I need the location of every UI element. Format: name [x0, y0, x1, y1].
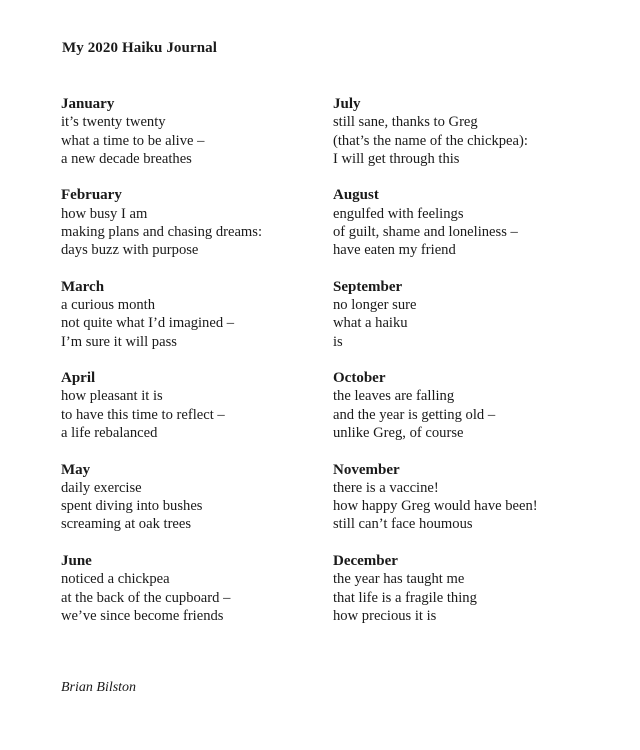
- month-heading: November: [333, 461, 400, 478]
- haiku-line: what a haiku: [333, 315, 408, 332]
- haiku-line: how busy I am: [61, 205, 148, 222]
- haiku-line: the leaves are falling: [333, 388, 455, 405]
- haiku-november: [333, 461, 538, 552]
- haiku-june: [61, 552, 262, 643]
- month-heading: July: [333, 96, 361, 112]
- haiku-line: spent diving into bushes: [61, 498, 203, 515]
- haiku-line: still can’t face houmous: [333, 516, 473, 533]
- haiku-line: the year has taught me: [333, 571, 465, 588]
- haiku-october: [333, 369, 538, 460]
- haiku-line: a new decade breathes: [61, 150, 192, 167]
- haiku-line: we’ve since become friends: [61, 607, 224, 624]
- month-heading: February: [61, 187, 122, 204]
- haiku-line: not quite what I’d imagined –: [61, 315, 235, 332]
- haiku-line: there is a vaccine!: [333, 479, 439, 496]
- haiku-line: is: [333, 333, 343, 350]
- haiku-line: that life is a fragile thing: [333, 589, 477, 606]
- haiku-line: I’m sure it will pass: [61, 333, 177, 350]
- haiku-line: a life rebalanced: [61, 425, 158, 442]
- month-heading: June: [61, 552, 92, 569]
- haiku-line: (that’s the name of the chickpea):: [333, 132, 528, 149]
- haiku-line: it’s twenty twenty: [61, 114, 166, 131]
- haiku-line: and the year is getting old –: [333, 406, 496, 423]
- haiku-line: screaming at oak trees: [61, 516, 192, 533]
- month-heading: May: [61, 461, 91, 478]
- month-heading: March: [61, 278, 105, 295]
- haiku-august: [333, 186, 538, 277]
- haiku-line: a curious month: [61, 297, 156, 314]
- haiku-line: to have this time to reflect –: [61, 406, 225, 423]
- haiku-line: of guilt, shame and loneliness –: [333, 223, 518, 240]
- right-column: [333, 95, 538, 643]
- haiku-line: daily exercise: [61, 479, 142, 496]
- haiku-december: [333, 552, 538, 643]
- haiku-line: still sane, thanks to Greg: [333, 114, 478, 131]
- month-heading: January: [61, 96, 115, 112]
- haiku-line: no longer sure: [333, 297, 417, 314]
- haiku-line: unlike Greg, of course: [333, 425, 464, 442]
- page-title: My 2020 Haiku Journal: [62, 40, 218, 56]
- haiku-may: [61, 461, 262, 552]
- haiku-september: [333, 278, 538, 369]
- month-heading: April: [61, 370, 96, 387]
- haiku-line: at the back of the cupboard –: [61, 589, 231, 606]
- haiku-line: noticed a chickpea: [61, 571, 170, 588]
- left-column: [61, 95, 262, 643]
- month-heading: October: [333, 370, 386, 387]
- haiku-march: [61, 278, 262, 369]
- haiku-line: how pleasant it is: [61, 388, 163, 405]
- haiku-line: days buzz with purpose: [61, 242, 199, 259]
- haiku-line: engulfed with feelings: [333, 205, 464, 222]
- haiku-line: how precious it is: [333, 607, 437, 624]
- haiku-line: how happy Greg would have been!: [333, 498, 538, 515]
- haiku-april: [61, 369, 262, 460]
- haiku-line: have eaten my friend: [333, 242, 456, 259]
- haiku-line: I will get through this: [333, 150, 460, 167]
- haiku-january: [61, 95, 262, 186]
- haiku-july: [333, 95, 538, 186]
- month-heading: December: [333, 552, 398, 569]
- haiku-line: making plans and chasing dreams:: [61, 223, 263, 240]
- haiku-line: what a time to be alive –: [61, 132, 205, 149]
- author-signature: Brian Bilston: [61, 680, 137, 695]
- haiku-february: [61, 186, 262, 277]
- month-heading: August: [333, 187, 379, 204]
- month-heading: September: [333, 278, 403, 295]
